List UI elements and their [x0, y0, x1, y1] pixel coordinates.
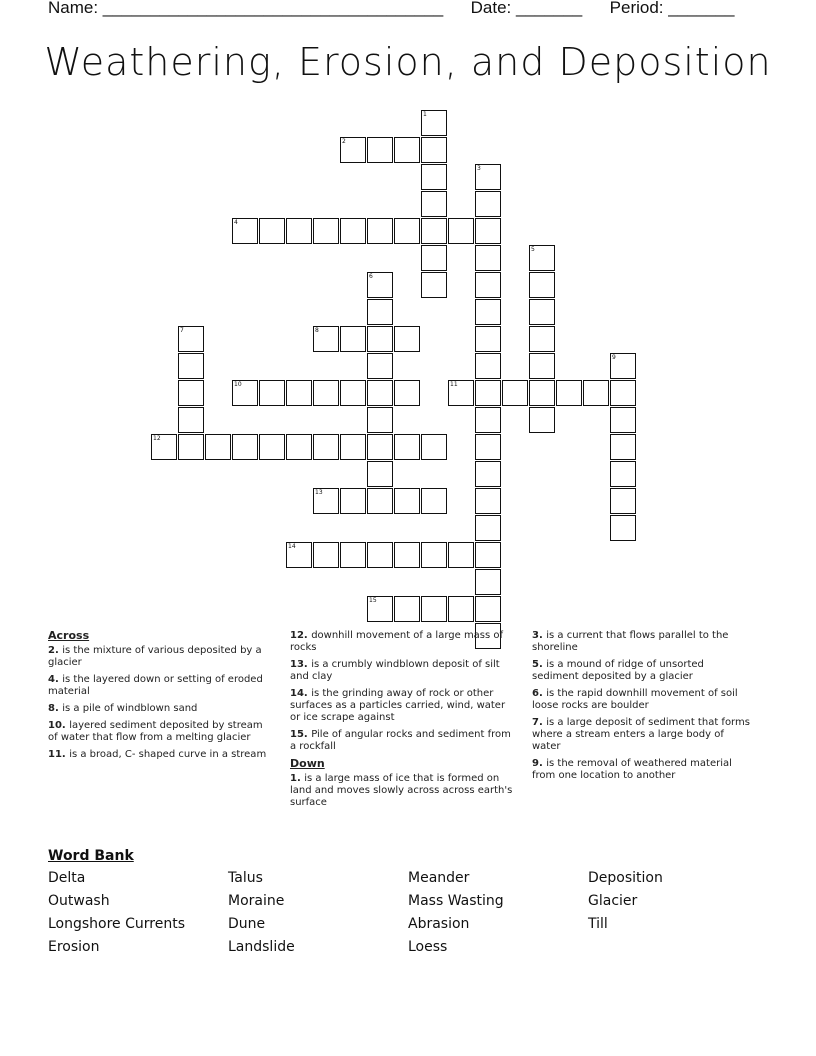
crossword-cell[interactable]	[286, 542, 312, 568]
crossword-cell[interactable]	[367, 488, 393, 514]
clue-text: is the grinding away of rock or other surfaces as a particles carried, wind, water or ice scrape against	[290, 688, 506, 723]
crossword-cell[interactable]	[313, 326, 339, 352]
crossword-cell[interactable]	[394, 434, 420, 460]
crossword-cell[interactable]	[313, 380, 339, 406]
clue-item	[48, 749, 273, 761]
crossword-cell[interactable]	[340, 380, 366, 406]
crossword-cell[interactable]	[475, 353, 501, 379]
clue-number: 15	[369, 597, 377, 604]
clue-item	[48, 703, 273, 715]
clues-column-2	[290, 630, 518, 814]
clue-item	[290, 688, 518, 724]
crossword-cell[interactable]	[394, 596, 420, 622]
word-bank-title: Word Bank	[48, 848, 134, 864]
crossword-cell[interactable]	[178, 434, 204, 460]
crossword-cell[interactable]	[340, 488, 366, 514]
clue-item	[290, 630, 518, 654]
clue-number: 12	[153, 435, 161, 442]
clue-number: 2.	[48, 645, 63, 656]
crossword-cell[interactable]	[502, 380, 528, 406]
crossword-cell[interactable]	[556, 380, 582, 406]
crossword-cell[interactable]	[367, 407, 393, 433]
clue-item	[290, 729, 518, 753]
crossword-cell[interactable]	[421, 272, 447, 298]
clue-item	[532, 630, 752, 654]
word-bank-item: Till	[588, 916, 608, 932]
clue-text: is the rapid downhill movement of soil loose rocks are boulder	[532, 688, 738, 711]
crossword-cell[interactable]	[394, 326, 420, 352]
crossword-cell[interactable]	[475, 380, 501, 406]
clue-text: is the mixture of various deposited by a glacier	[48, 645, 262, 668]
crossword-cell[interactable]	[421, 218, 447, 244]
word-bank-item: Dune	[228, 916, 266, 932]
crossword-cell[interactable]	[610, 380, 636, 406]
crossword-cell[interactable]	[394, 380, 420, 406]
crossword-cell[interactable]	[394, 488, 420, 514]
clue-number: 10	[234, 381, 242, 388]
clue-item	[532, 758, 752, 782]
crossword-cell[interactable]	[367, 542, 393, 568]
clue-number: 9.	[532, 758, 547, 769]
crossword-cell[interactable]	[610, 461, 636, 487]
crossword-cell[interactable]	[394, 218, 420, 244]
crossword-cell[interactable]	[421, 596, 447, 622]
crossword-cell[interactable]	[448, 542, 474, 568]
crossword-cell[interactable]	[394, 542, 420, 568]
clue-number: 14.	[290, 688, 312, 699]
word-bank-item: Glacier	[588, 893, 638, 909]
word-bank-item: Erosion	[48, 939, 100, 955]
crossword-cell[interactable]	[313, 434, 339, 460]
clue-number: 8.	[48, 703, 63, 714]
clue-item	[532, 688, 752, 712]
period-field[interactable]: Period: _______	[609, 0, 735, 17]
crossword-cell[interactable]	[259, 380, 285, 406]
crossword-cell[interactable]	[421, 245, 447, 271]
crossword-cell[interactable]	[421, 542, 447, 568]
crossword-cell[interactable]	[367, 434, 393, 460]
crossword-cell[interactable]	[475, 407, 501, 433]
clue-number: 9	[612, 354, 616, 361]
clue-number: 3.	[532, 630, 547, 641]
crossword-cell[interactable]	[448, 218, 474, 244]
clue-number: 4	[234, 219, 238, 226]
word-bank-item: Mass Wasting	[408, 893, 504, 909]
crossword-cell[interactable]	[475, 569, 501, 595]
crossword-cell[interactable]	[178, 353, 204, 379]
word-bank-item: Moraine	[228, 893, 285, 909]
crossword-cell[interactable]	[475, 596, 501, 622]
crossword-cell[interactable]	[610, 407, 636, 433]
crossword-cell[interactable]	[286, 434, 312, 460]
crossword-cell[interactable]	[421, 434, 447, 460]
crossword-cell[interactable]	[367, 326, 393, 352]
crossword-cell[interactable]	[529, 407, 555, 433]
crossword-cell[interactable]	[259, 218, 285, 244]
crossword-cell[interactable]	[367, 218, 393, 244]
crossword-cell[interactable]	[475, 542, 501, 568]
clue-text: Pile of angular rocks and sediment from a rockfall	[290, 729, 511, 752]
crossword-cell[interactable]	[178, 326, 204, 352]
clue-number: 13	[315, 489, 323, 496]
clue-item	[48, 720, 273, 744]
crossword-cell[interactable]	[367, 461, 393, 487]
clue-text: downhill movement of a large mass of rocks	[290, 630, 504, 653]
crossword-cell[interactable]	[529, 326, 555, 352]
clue-item	[532, 717, 752, 753]
crossword-cell[interactable]	[448, 596, 474, 622]
word-bank-item: Talus	[228, 870, 263, 886]
crossword-cell[interactable]	[151, 434, 177, 460]
clue-text: layered sediment deposited by stream of water that flow from a melting glacier	[48, 720, 263, 743]
crossword-cell[interactable]	[232, 218, 258, 244]
clue-item	[290, 773, 518, 809]
crossword-cell[interactable]	[475, 191, 501, 217]
crossword-cell[interactable]	[313, 218, 339, 244]
clue-number: 11.	[48, 749, 70, 760]
crossword-cell[interactable]	[610, 515, 636, 541]
crossword-cell[interactable]	[421, 137, 447, 163]
crossword-cell[interactable]	[475, 164, 501, 190]
clue-item	[48, 645, 273, 669]
clue-number: 6	[369, 273, 373, 280]
word-bank-item: Delta	[48, 870, 86, 886]
crossword-cell[interactable]	[475, 326, 501, 352]
clue-number: 5.	[532, 659, 547, 670]
crossword-cell[interactable]	[178, 407, 204, 433]
crossword-cell[interactable]	[475, 245, 501, 271]
crossword-cell[interactable]	[421, 164, 447, 190]
clue-number: 6.	[532, 688, 547, 699]
word-bank-item: Loess	[408, 939, 448, 955]
word-bank-item: Abrasion	[408, 916, 470, 932]
name-field[interactable]: Name: ____________________________________	[48, 0, 444, 17]
crossword-cell[interactable]	[529, 245, 555, 271]
crossword-cell[interactable]	[340, 326, 366, 352]
crossword-cell[interactable]	[340, 137, 366, 163]
crossword-cell[interactable]	[475, 461, 501, 487]
clue-number: 4.	[48, 674, 63, 685]
clue-number: 12.	[290, 630, 312, 641]
crossword-cell[interactable]	[529, 299, 555, 325]
clue-text: is a pile of windblown sand	[62, 703, 198, 714]
crossword-cell[interactable]	[232, 434, 258, 460]
page-title: Weathering, Erosion, and Deposition	[44, 40, 772, 84]
crossword-cell[interactable]	[286, 218, 312, 244]
crossword-cell[interactable]	[367, 353, 393, 379]
crossword-cell[interactable]	[394, 137, 420, 163]
clue-text: is a large mass of ice that is formed on land and moves slowly across across earth's surface	[290, 773, 513, 808]
word-bank-item: Outwash	[48, 893, 110, 909]
word-bank-item: Meander	[408, 870, 470, 886]
clue-item	[532, 659, 752, 683]
clue-item	[48, 674, 273, 698]
clue-number: 8	[315, 327, 319, 334]
clue-number: 7.	[532, 717, 547, 728]
crossword-cell[interactable]	[529, 353, 555, 379]
crossword-cell[interactable]	[259, 434, 285, 460]
clue-number: 10.	[48, 720, 70, 731]
clue-number: 1	[423, 111, 427, 118]
clue-number: 3	[477, 165, 481, 172]
crossword-cell[interactable]	[529, 380, 555, 406]
clue-text: is the removal of weathered material from one location to another	[532, 758, 732, 781]
clue-text: is a current that flows parallel to the shoreline	[532, 630, 729, 653]
clue-item	[290, 659, 518, 683]
crossword-cell[interactable]	[475, 488, 501, 514]
down-heading: Down	[290, 757, 325, 770]
crossword-cell[interactable]	[448, 380, 474, 406]
clue-number: 14	[288, 543, 296, 550]
across-heading: Across	[48, 629, 90, 642]
date-field[interactable]: Date: _______	[470, 0, 583, 17]
crossword-cell[interactable]	[367, 596, 393, 622]
crossword-cell[interactable]	[367, 137, 393, 163]
crossword-cell[interactable]	[178, 380, 204, 406]
crossword-cell[interactable]	[421, 110, 447, 136]
crossword-cell[interactable]	[475, 299, 501, 325]
crossword-cell[interactable]	[340, 434, 366, 460]
crossword-cell[interactable]	[583, 380, 609, 406]
crossword-cell[interactable]	[475, 272, 501, 298]
crossword-cell[interactable]	[286, 380, 312, 406]
clues-column-1	[48, 630, 273, 766]
clue-number: 1.	[290, 773, 305, 784]
crossword-cell[interactable]	[421, 191, 447, 217]
crossword-cell[interactable]	[610, 434, 636, 460]
clue-text: is a broad, C- shaped curve in a stream	[69, 749, 267, 760]
crossword-cell[interactable]	[610, 353, 636, 379]
crossword-cell[interactable]	[313, 542, 339, 568]
crossword-cell[interactable]	[367, 299, 393, 325]
crossword-cell[interactable]	[529, 272, 555, 298]
crossword-cell[interactable]	[421, 488, 447, 514]
clue-number: 5	[531, 246, 535, 253]
clue-text: is a mound of ridge of unsorted sediment deposited by a glacier	[532, 659, 704, 682]
crossword-cell[interactable]	[610, 488, 636, 514]
clue-text: is a crumbly windblown deposit of silt and clay	[290, 659, 500, 682]
crossword-cell[interactable]	[475, 218, 501, 244]
clue-number: 7	[180, 327, 184, 334]
crossword-cell[interactable]	[313, 488, 339, 514]
word-bank-item: Deposition	[588, 870, 663, 886]
crossword-cell[interactable]	[232, 380, 258, 406]
word-bank-item: Landslide	[228, 939, 295, 955]
clue-text: is a large deposit of sediment that forms where a stream enters a large body of water	[532, 717, 750, 752]
crossword-cell[interactable]	[340, 218, 366, 244]
clue-number: 11	[450, 381, 458, 388]
crossword-cell[interactable]	[475, 515, 501, 541]
crossword-cell[interactable]	[367, 380, 393, 406]
crossword-cell[interactable]	[475, 434, 501, 460]
crossword-cell[interactable]	[367, 272, 393, 298]
crossword-cell[interactable]	[205, 434, 231, 460]
clue-number: 15.	[290, 729, 312, 740]
clues-column-3	[532, 630, 752, 787]
crossword-cell[interactable]	[340, 542, 366, 568]
word-bank-item: Longshore Currents	[48, 916, 185, 932]
clue-text: is the layered down or setting of eroded material	[48, 674, 263, 697]
clue-number: 13.	[290, 659, 312, 670]
clue-number: 2	[342, 138, 346, 145]
